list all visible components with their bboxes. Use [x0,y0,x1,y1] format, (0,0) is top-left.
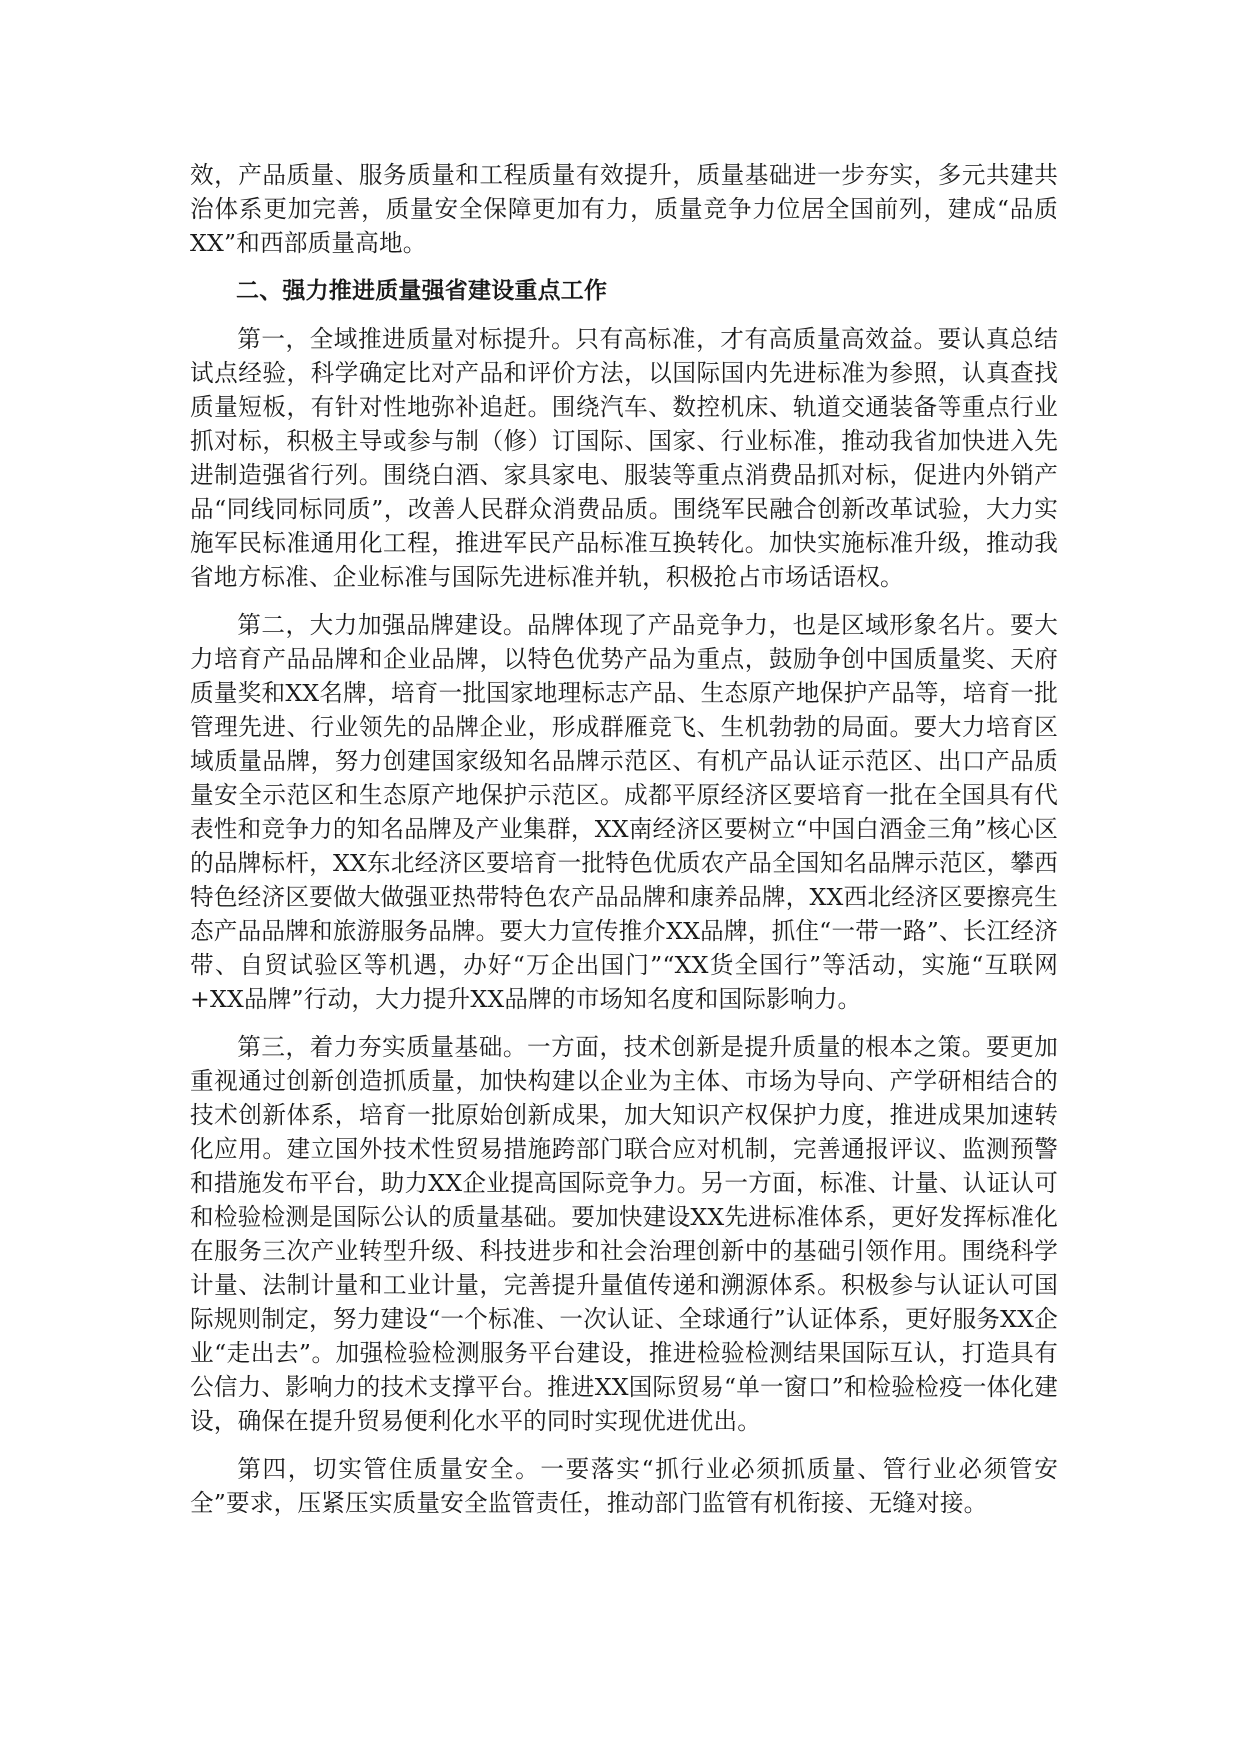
body-paragraph-benchmarking: 第一，全域推进质量对标提升。只有高标准，才有高质量高效益。要认真总结试点经验，科学确定比对产品和评价方法，以国际国内先进标准为参照，认真查找质量短板，有针对性地弥补追赶。围绕汽车、数控机床、轨道交通装备等重点行业抓对标，积极主导或参与制（修）订国际、国家、行业标准，推动我省加快进入先进制造强省行列。围绕白酒、家具家电、服装等重点消费品抓对标，促进内外销产品“同线同标同质”，改善人民群众消费品质。围绕军民融合创新改革试验，大力实施军民标准通用化工程，推进军民产品标准互换转化。加快实施标准升级，推动我省地方标准、企业标准与国际先进标准并轨，积极抢占市场话语权。 [190,325,1058,591]
body-paragraph-brand-building: 第二，大力加强品牌建设。品牌体现了产品竞争力，也是区域形象名片。要大力培育产品品牌和企业品牌，以特色优势产品为重点，鼓励争创中国质量奖、天府质量奖和XX名牌，培育一批国家地理标志产品、生态原产地保护产品等，培育一批管理先进、行业领先的品牌企业，形成群雁竞飞、生机勃勃的局面。要大力培育区域质量品牌，努力创建国家级知名品牌示范区、有机产品认证示范区、出口产品质量安全示范区和生态原产地保护示范区。成都平原经济区要培育一批在全国具有代表性和竞争力的知名品牌及产业集群，XX南经济区要树立“中国白酒金三角”核心区的品牌标杆，XX东北经济区要培育一批特色优质农产品全国知名品牌示范区，攀西特色经济区要做大做强亚热带特色农产品品牌和康养品牌，XX西北经济区要擦亮生态产品品牌和旅游服务品牌。要大力宣传推介XX品牌，抓住“一带一路”、长江经济带、自贸试验区等机遇，办好“万企出国门”“XX货全国行”等活动，实施“互联网+XX品牌”行动，大力提升XX品牌的市场知名度和国际影响力。 [190,611,1058,1013]
section-heading: 二、强力推进质量强省建设重点工作 [236,278,608,304]
body-paragraph-quality-foundation: 第三，着力夯实质量基础。一方面，技术创新是提升质量的根本之策。要更加重视通过创新创造抓质量，加快构建以企业为主体、市场为导向、产学研相结合的技术创新体系，培育一批原始创新成果，加大知识产权保护力度，推进成果加速转化应用。建立国外技术性贸易措施跨部门联合应对机制，完善通报评议、监测预警和措施发布平台，助力XX企业提高国际竞争力。另一方面，标准、计量、认证认可和检验检测是国际公认的质量基础。要加快建设XX先进标准体系，更好发挥标准化在服务三次产业转型升级、科技进步和社会治理创新中的基础引领作用。围绕科学计量、法制计量和工业计量，完善提升量值传递和溯源体系。积极参与认证认可国际规则制定，努力建设“一个标准、一次认证、全球通行”认证体系，更好服务XX企业“走出去”。加强检验检测服务平台建设，推进检验检测结果国际互认，打造具有公信力、影响力的技术支撑平台。推进XX国际贸易“单一窗口”和检验检疫一体化建设，确保在提升贸易便利化水平的同时实现优进优出。 [190,1033,1058,1435]
body-paragraph-quality-safety: 第四，切实管住质量安全。一要落实“抓行业必须抓质量、管行业必须管安全”要求，压紧压实质量安全监管责任，推动部门监管有机衔接、无缝对接。 [190,1455,1058,1517]
body-paragraph-continuation: 效，产品质量、服务质量和工程质量有效提升，质量基础进一步夯实，多元共建共治体系更加完善，质量安全保障更加有力，质量竞争力位居全国前列，建成“品质XX”和西部质量高地。 [190,161,1058,257]
document-page [190,158,1058,1534]
